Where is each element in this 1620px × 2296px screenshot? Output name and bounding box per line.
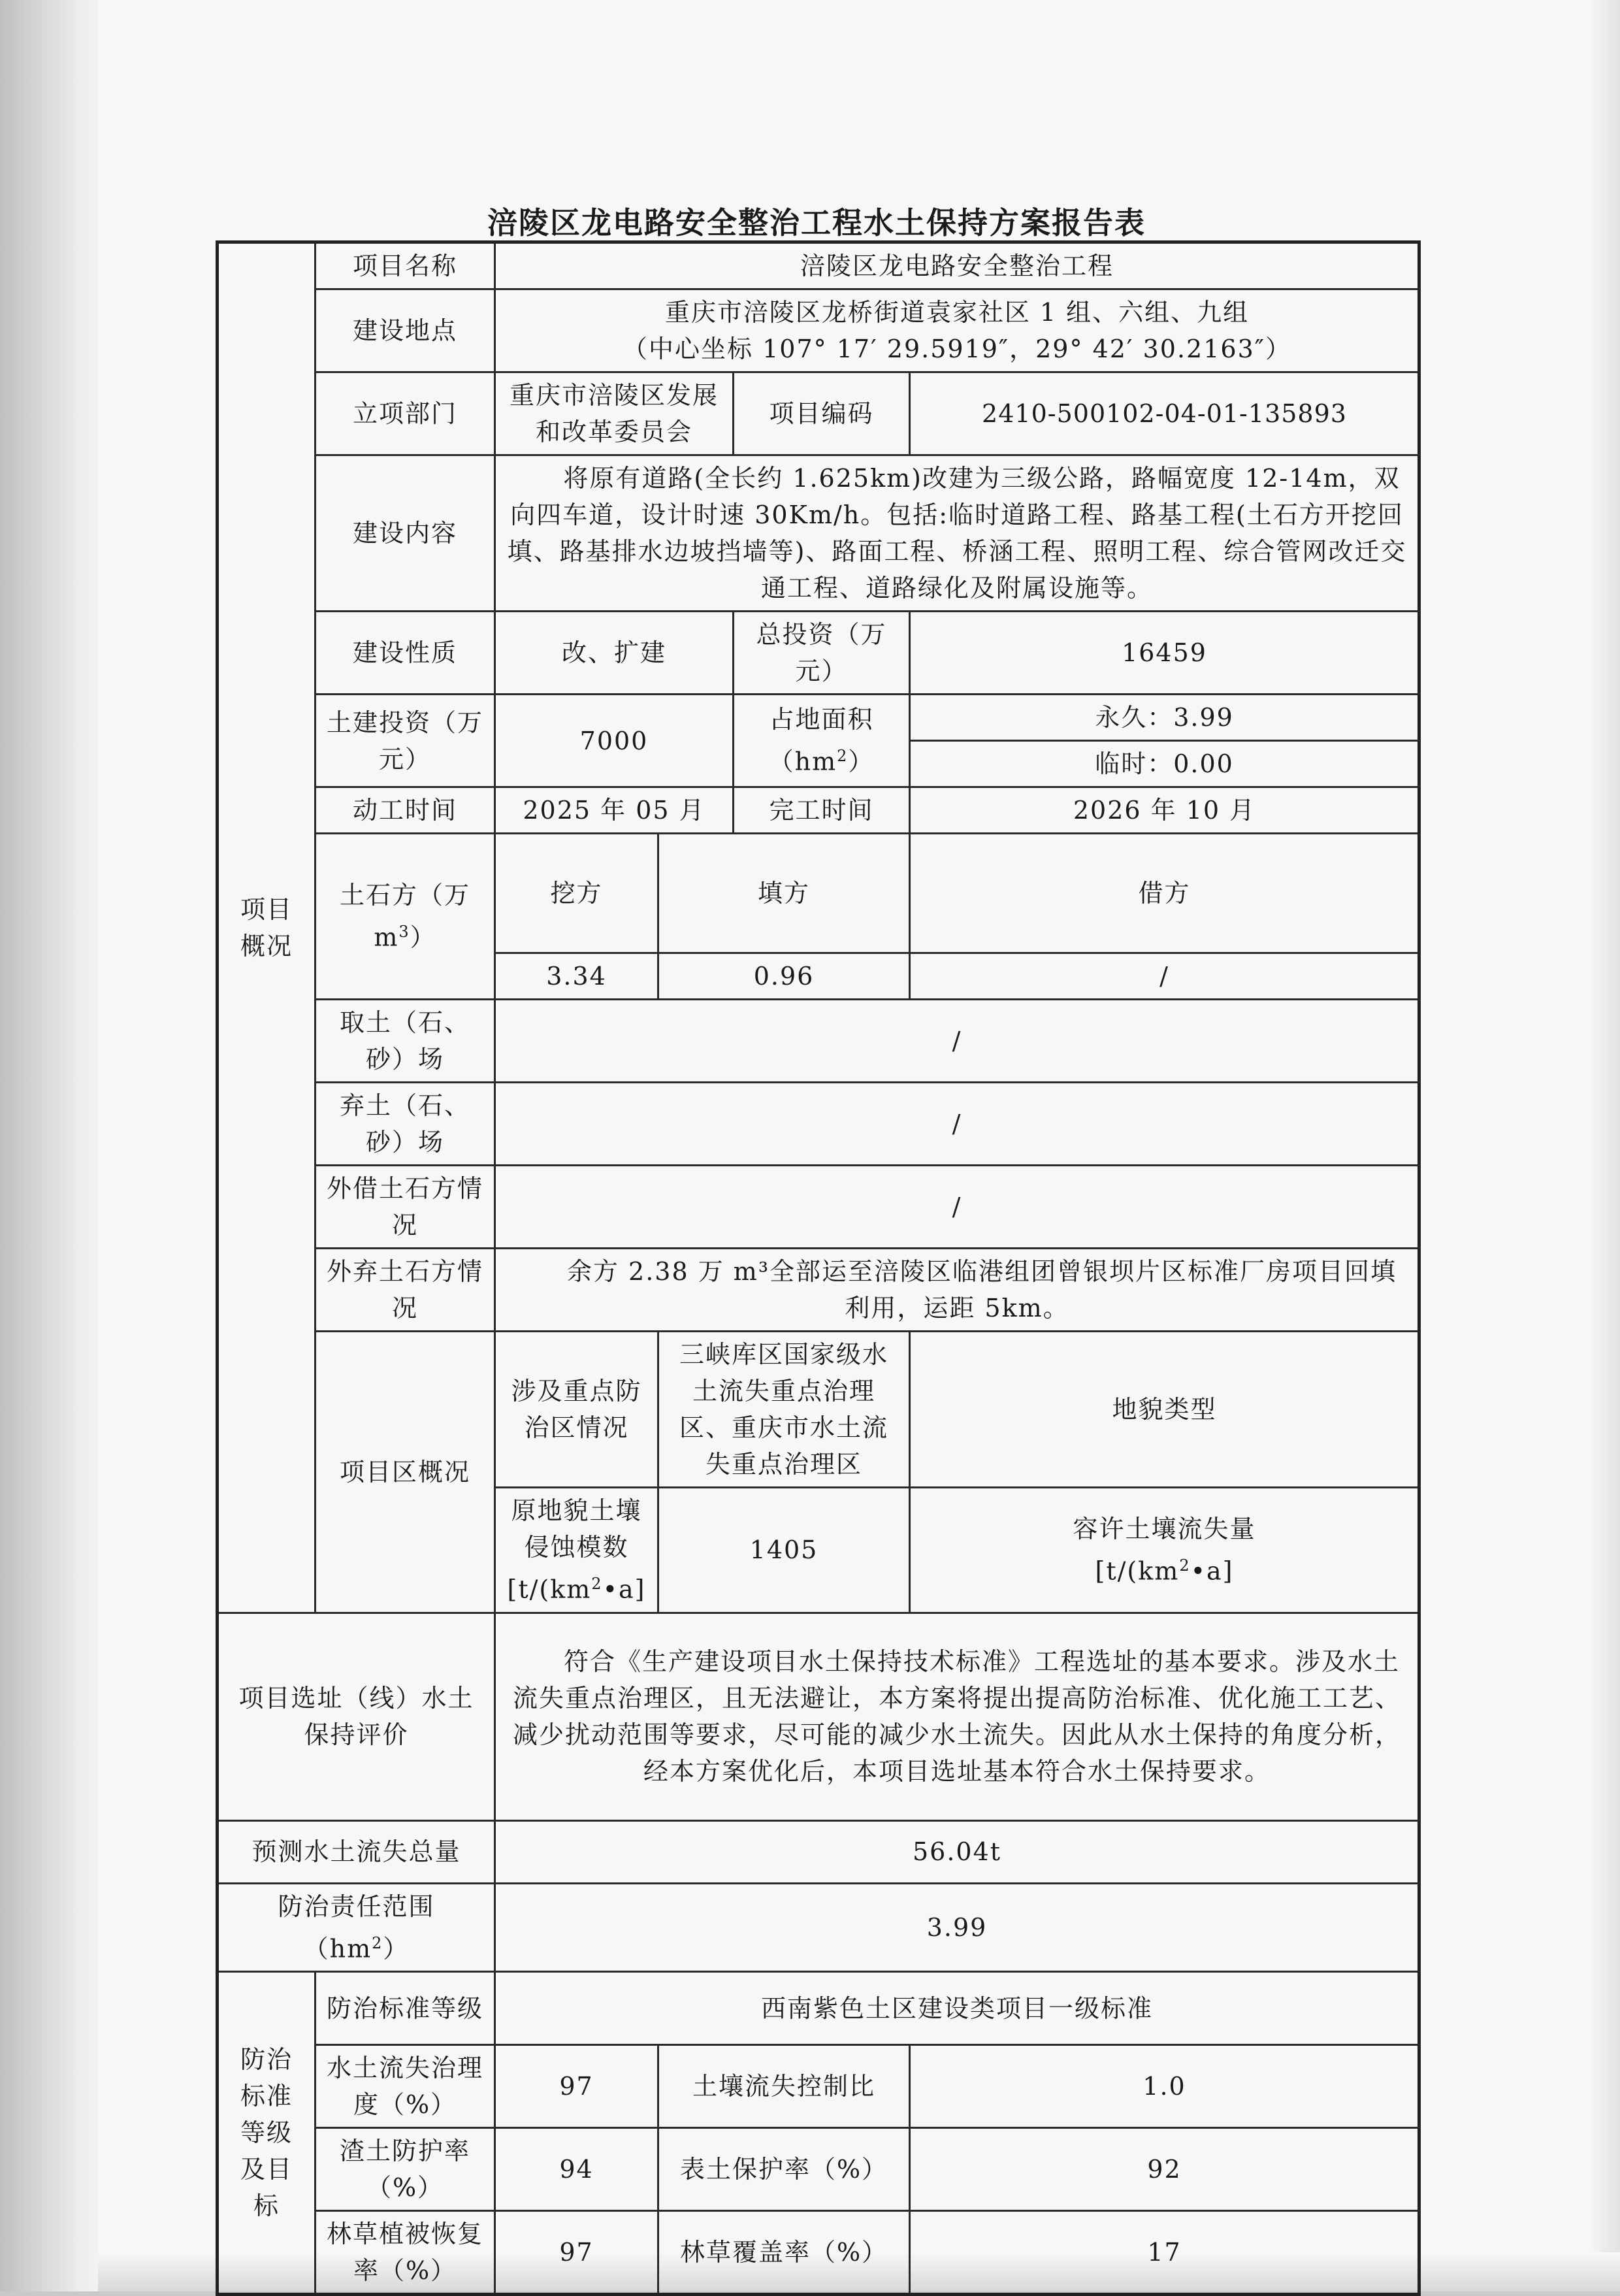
borrow-situation-label: 外借土石方情况 bbox=[316, 1166, 495, 1249]
land-area-label bbox=[734, 695, 910, 787]
project-code-label: 项目编码 bbox=[734, 372, 910, 455]
section-label-standard: 防治标准等级及目标 bbox=[218, 1972, 316, 2295]
spoil-site-value: / bbox=[495, 1083, 1419, 1166]
document-title: 涪陵区龙电路安全整治工程水土保持方案报告表 bbox=[487, 205, 1146, 240]
site-evaluation-label: 项目选址（线）水土保持评价 bbox=[218, 1613, 495, 1820]
start-time-value: 2025 年 05 月 bbox=[495, 787, 734, 834]
target-label-2: 渣土防护率（%） bbox=[316, 2128, 495, 2211]
predicted-loss-label: 预测水土流失总量 bbox=[218, 1820, 495, 1883]
location-label: 建设地点 bbox=[316, 289, 495, 372]
earthwork-label-line1: 土石方（万 bbox=[339, 881, 470, 910]
location-line2: （中心坐标 107° 17′ 29.5919″，29° 42′ 30.2163″） bbox=[623, 335, 1291, 363]
land-area-label-line2: $(hm^2)$ bbox=[768, 747, 875, 776]
target-label-1: 水土流失治理度（%） bbox=[316, 2045, 495, 2128]
report-table bbox=[216, 240, 1421, 2296]
earthwork-label bbox=[316, 834, 495, 1000]
key-zone-value: 三峡库区国家级水土流失重点治理区、重庆市水土流失重点治理区 bbox=[658, 1332, 910, 1488]
site-evaluation-value: 符合《生产建设项目水土保持技术标准》工程选址的基本要求。涉及水土流失重点治理区，且无法避让，本方案将提出提高防治标准、优化施工工艺、减少扰动范围等要求，尽可能的减少水土流失。因此从水土保持的角度分析，经本方案优化后，本项目选址基本符合水土保持要求。 bbox=[495, 1613, 1419, 1820]
responsibility-area-value: 3.99 bbox=[495, 1883, 1419, 1972]
earthwork-header-excavation: 挖方 bbox=[495, 834, 658, 953]
earthwork-header-borrow: 借方 bbox=[910, 834, 1419, 953]
start-time-label: 动工时间 bbox=[316, 787, 495, 834]
spoil-situation-label: 外弃土石方情况 bbox=[316, 1249, 495, 1332]
nature-label: 建设性质 bbox=[316, 612, 495, 695]
section-label-overview: 项目概况 bbox=[218, 242, 316, 1613]
location-line1: 重庆市涪陵区龙桥街道袁家社区 1 组、六组、九组 bbox=[664, 298, 1250, 327]
earthwork-value-excavation: 3.34 bbox=[495, 953, 658, 1000]
target-label2-3: 林草覆盖率（%） bbox=[658, 2211, 910, 2295]
responsibility-area-label: 防治责任范围$(hm^2)$ bbox=[218, 1883, 495, 1972]
target-value2-2: 92 bbox=[910, 2128, 1419, 2211]
target-label-3: 林草植被恢复率（%） bbox=[316, 2211, 495, 2295]
section-label-area: 项目区概况 bbox=[316, 1332, 495, 1613]
end-time-value: 2026 年 10 月 bbox=[910, 787, 1419, 834]
target-label2-2: 表土保护率（%） bbox=[658, 2128, 910, 2211]
target-value2-3: 17 bbox=[910, 2211, 1419, 2295]
borrow-situation-value: / bbox=[495, 1166, 1419, 1249]
approval-dept-value: 重庆市涪陵区发展和改革委员会 bbox=[495, 372, 734, 455]
erosion-modulus-label bbox=[495, 1488, 658, 1613]
earthwork-value-borrow: / bbox=[910, 953, 1419, 1000]
land-area-temporary: 临时：0.00 bbox=[910, 741, 1419, 787]
landform-label: 地貌类型 bbox=[910, 1332, 1419, 1488]
project-name-label: 项目名称 bbox=[316, 242, 495, 289]
project-code-value: 2410-500102-04-01-135893 bbox=[910, 372, 1419, 455]
content-value: 将原有道路(全长约 1.625km)改建为三级公路，路幅宽度 12-14m，双向四车道，设计时速 30Km/h。包括:临时道路工程、路基工程(土石方开挖回填、路基排水边坡挡墙等)、路面工程、桥涵工程、照明工程、综合管网改迁交通工程、道路绿化及附属设施等。 bbox=[495, 455, 1419, 612]
location-value bbox=[495, 289, 1419, 372]
target-value-3: 97 bbox=[495, 2211, 658, 2295]
borrow-site-value: / bbox=[495, 1000, 1419, 1083]
civil-investment-label: 土建投资（万元） bbox=[316, 695, 495, 787]
erosion-modulus-value: 1405 bbox=[658, 1488, 910, 1613]
standard-level-value: 西南紫色土区建设类项目一级标准 bbox=[495, 1972, 1419, 2045]
civil-investment-value: 7000 bbox=[495, 695, 734, 787]
land-area-permanent: 永久：3.99 bbox=[910, 695, 1419, 741]
earthwork-value-fill: 0.96 bbox=[658, 953, 910, 1000]
target-value2-1: 1.0 bbox=[910, 2045, 1419, 2128]
spoil-situation-value: 余方 2.38 万 m³全部运至涪陵区临港组团曾银坝片区标准厂房项目回填利用，运距 5km。 bbox=[495, 1249, 1419, 1332]
allowable-loss-label-line1: 容许土壤流失量 bbox=[1073, 1515, 1256, 1543]
erosion-modulus-label-line1: 原地貌土壤侵蚀模数 bbox=[511, 1496, 642, 1562]
nature-value: 改、扩建 bbox=[495, 612, 734, 695]
total-investment-value: 16459 bbox=[910, 612, 1419, 695]
target-value-1: 97 bbox=[495, 2045, 658, 2128]
earthwork-header-fill: 填方 bbox=[658, 834, 910, 953]
borrow-site-label: 取土（石、砂）场 bbox=[316, 1000, 495, 1083]
standard-level-label: 防治标准等级 bbox=[316, 1972, 495, 2045]
allowable-loss-label bbox=[910, 1488, 1419, 1613]
spoil-site-label: 弃土（石、砂）场 bbox=[316, 1083, 495, 1166]
allowable-loss-label-line2: [$t/(km^2•a]$ bbox=[1095, 1556, 1234, 1586]
key-zone-label: 涉及重点防治区情况 bbox=[495, 1332, 658, 1488]
scan-edge-right bbox=[1587, 0, 1620, 2291]
earthwork-label-line2: $m^3$） bbox=[374, 923, 436, 952]
approval-dept-label: 立项部门 bbox=[316, 372, 495, 455]
project-name-value: 涪陵区龙电路安全整治工程 bbox=[495, 242, 1419, 289]
target-label2-1: 土壤流失控制比 bbox=[658, 2045, 910, 2128]
content-label: 建设内容 bbox=[316, 455, 495, 612]
erosion-modulus-label-line2: [$t/(km^2•a]$ bbox=[507, 1575, 646, 1604]
end-time-label: 完工时间 bbox=[734, 787, 910, 834]
predicted-loss-value: 56.04t bbox=[495, 1820, 1419, 1883]
target-value-2: 94 bbox=[495, 2128, 658, 2211]
scan-edge-left bbox=[0, 0, 98, 2291]
land-area-label-line1: 占地面积 bbox=[769, 705, 874, 734]
total-investment-label: 总投资（万元） bbox=[734, 612, 910, 695]
